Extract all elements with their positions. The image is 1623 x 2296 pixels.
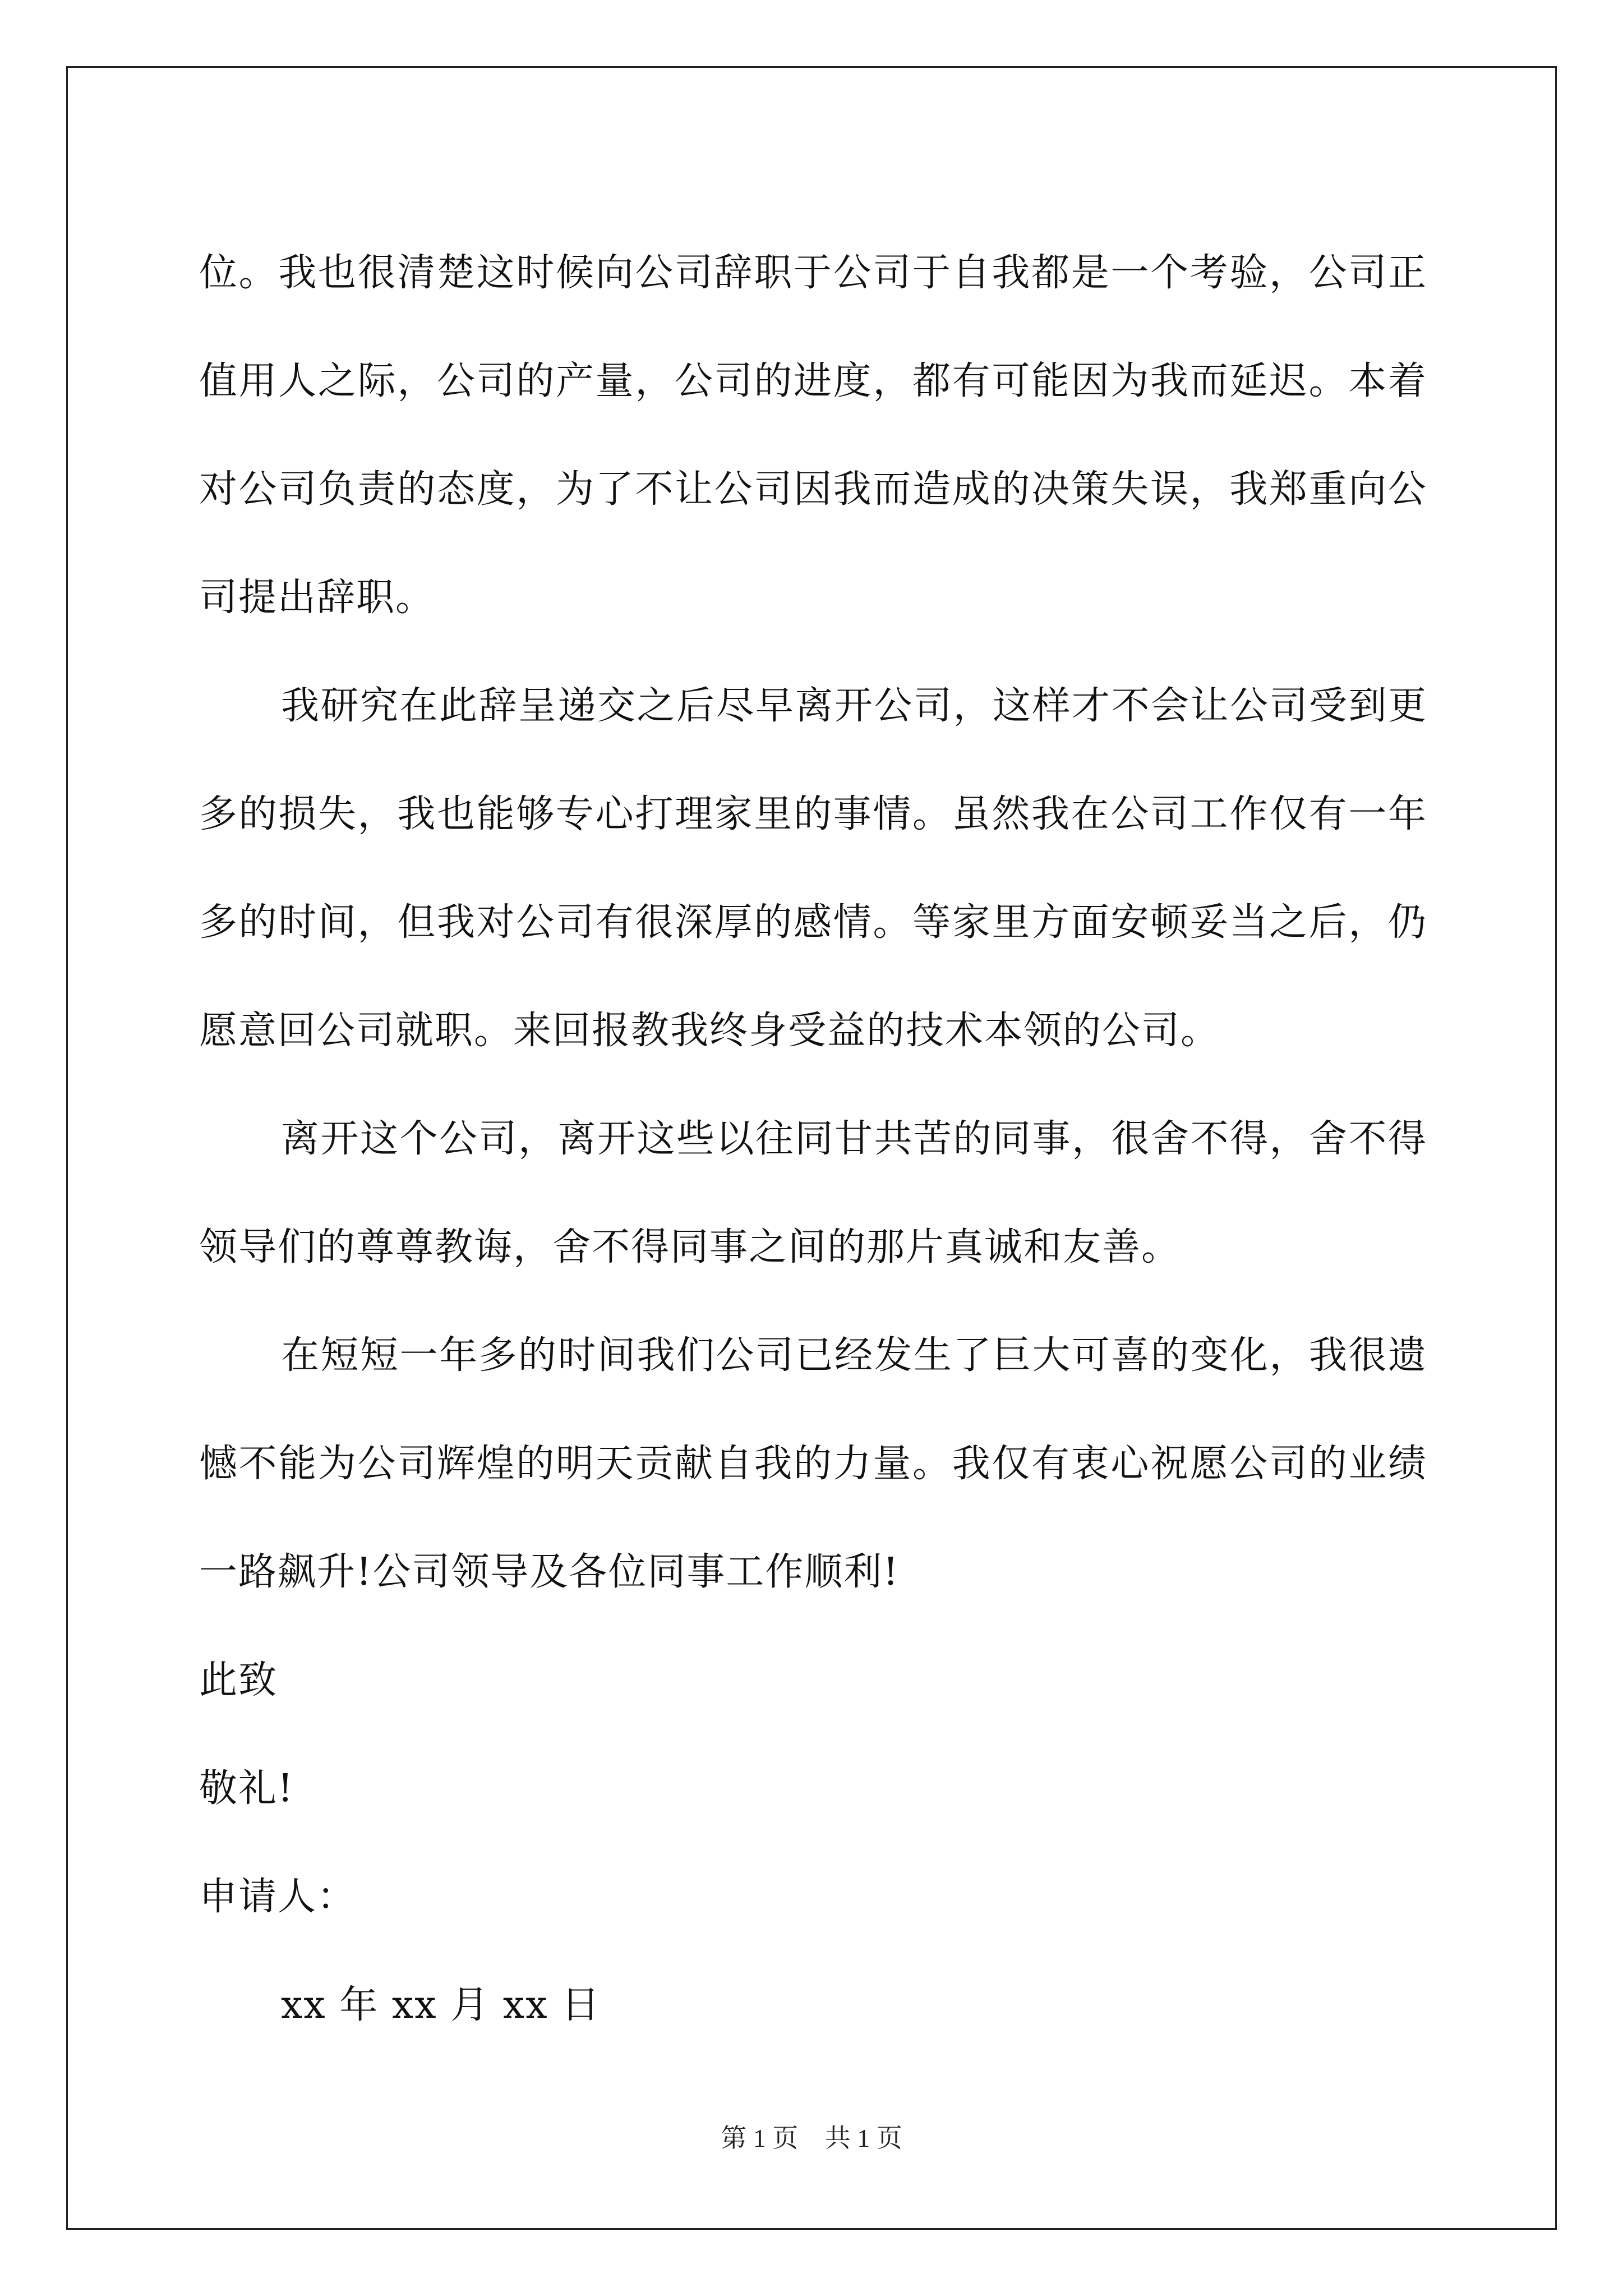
paragraph-1: 位。我也很清楚这时候向公司辞职于公司于自我都是一个考验，公司正值用人之际，公司的产量，公司的进度，都有可能因为我而延迟。本着对公司负责的态度，为了不让公司因我而造成的决策失误，我郑重向公司提出辞职。 xyxy=(199,251,1427,620)
letter-body xyxy=(199,219,1427,2059)
page-total: 共 1 页 xyxy=(824,2124,902,2152)
paragraph-2: 我研究在此辞呈递交之后尽早离开公司，这样才不会让公司受到更多的损失，我也能够专心打理家里的事情。虽然我在公司工作仅有一年多的时间，但我对公司有很深厚的感情。等家里方面安顿妥当之后，仍愿意回公司就职。来回报教我终身受益的技术本领的公司。 xyxy=(199,684,1427,1053)
page-number: 第 1 页 xyxy=(721,2124,799,2152)
date-line: xx 年 xx 月 xx 日 xyxy=(281,1983,601,2027)
page-footer xyxy=(0,2118,1623,2155)
paragraph-3: 离开这个公司，离开这些以往同甘共苦的同事，很舍不得，舍不得领导们的尊尊教诲，舍不得同事之间的那片真诚和友善。 xyxy=(199,1117,1427,1269)
applicant-label: 申请人： xyxy=(199,1875,357,1919)
closing-salutation: 此致 xyxy=(199,1658,278,1703)
paragraph-4: 在短短一年多的时间我们公司已经发生了巨大可喜的变化，我很遗憾不能为公司辉煌的明天贡献自我的力量。我仅有衷心祝愿公司的业绩一路飙升!公司领导及各位同事工作顺利! xyxy=(199,1333,1427,1594)
closing-regards: 敬礼! xyxy=(199,1766,294,1811)
